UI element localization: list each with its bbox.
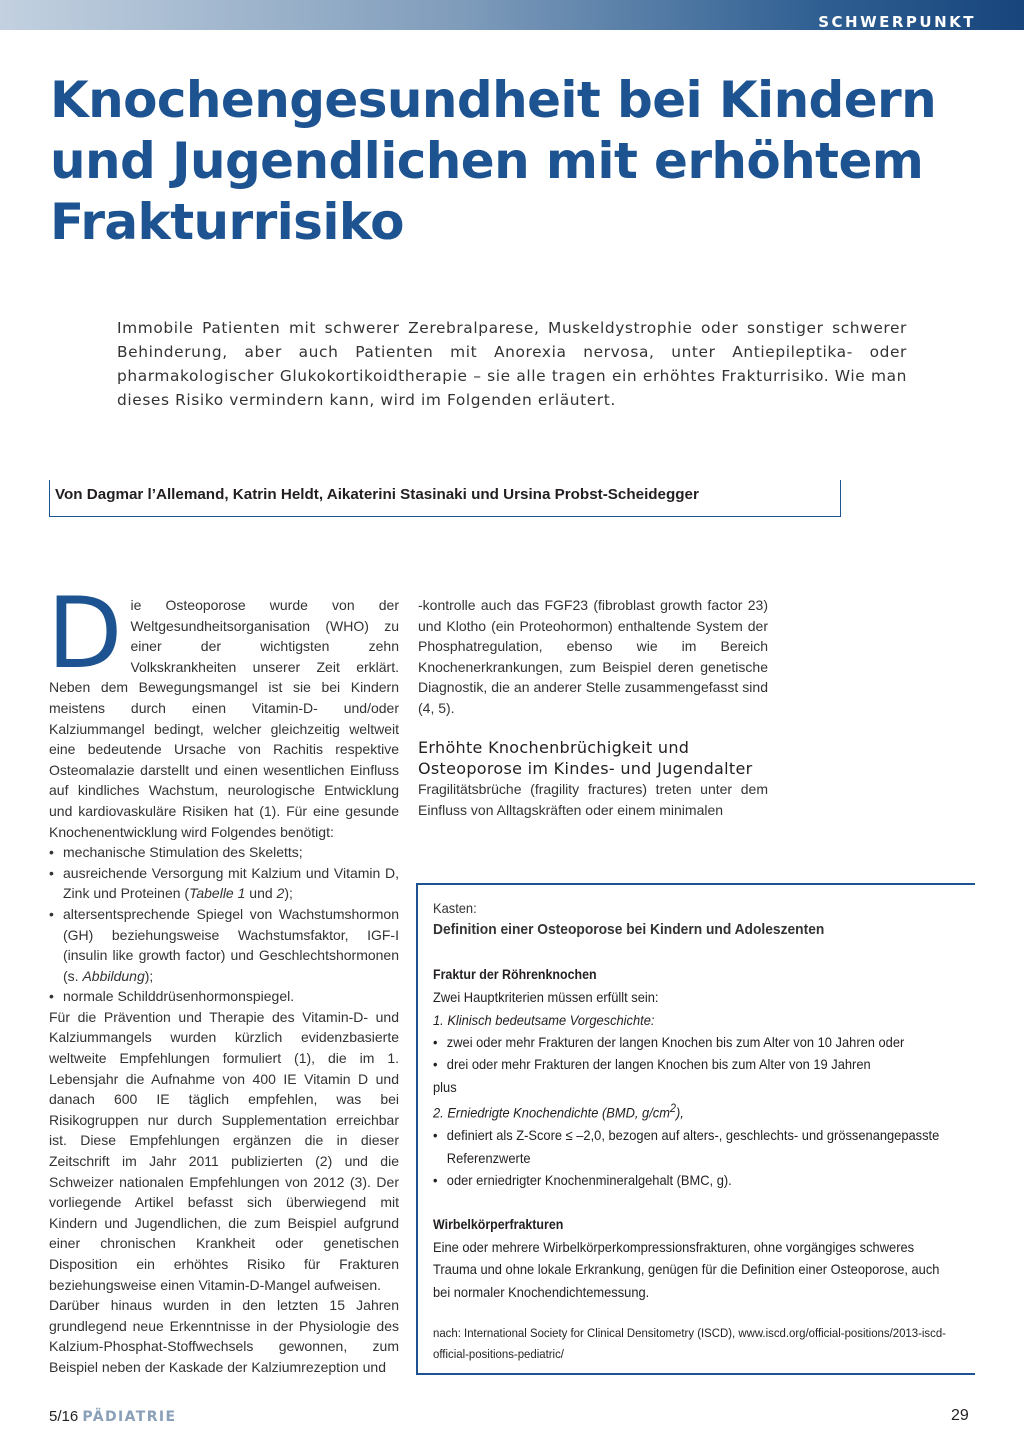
section-rubric: SCHWERPUNKT — [818, 13, 976, 31]
page-number: 29 — [951, 1407, 969, 1424]
body-paragraph: Fragilitätsbrüche (fragility fractures) treten unter dem Einfluss von Alltagskräften oder einem minimalen — [418, 781, 768, 818]
box-source: nach: International Society for Clinical Densitometry (ISCD), www.iscd.org/official-positions/2013-iscd-official-positions-pediatric/ — [433, 1326, 946, 1362]
body-paragraph: Für die Prävention und Therapie des Vitamin-D- und Kalziummangels wurden kürzlich evidenzbasierte weltweite Empfehlungen formuliert (1), die im 1. Lebensjahr die Aufnahme von 400 IE Vitamin D und danach 600 IE täglich empfehlen, was bei Risikogruppen nur durch Supplementation erreichbar ist. Diese Empfehlungen ergänzen die in dieser Zeitschrift im Jahr 2011 publizierten (2) und die Schweizer nationalen Empfehlungen von 2012 (3). Der vorliegende Artikel befasst sich überwiegend mit Kindern und Jugendlichen, die zum Beispiel aufgrund einer chronischen Krankheit oder genetischen Disposition ein erhöhtes Risiko für Frakturen beziehungsweise einen Vitamin-D-Mangel aufweisen. — [49, 1008, 399, 1293]
author-line: Von Dagmar l’Allemand, Katrin Heldt, Aikaterini Stasinaki und Ursina Probst-Scheidegger — [55, 486, 699, 503]
list-item: • normale Schilddrüsenhormonspiegel. — [49, 986, 399, 1007]
box-text: Zwei Hauptkriterien müssen erfüllt sein: — [433, 989, 659, 1006]
subsection — [418, 737, 768, 820]
box-list — [433, 1124, 958, 1191]
box-text: plus — [433, 1078, 457, 1095]
body-column-2 — [418, 595, 768, 719]
list-item: • drei oder mehr Frakturen der langen Knochen bis zum Alter von 19 Jahren — [433, 1053, 958, 1075]
list-item: • mechanische Stimulation des Skeletts; — [49, 842, 399, 863]
author-box — [49, 480, 841, 517]
subsection-heading: Erhöhte Knochenbrüchigkeit und Osteoporose im Kindes- und Jugendalter — [418, 738, 753, 778]
article-title: Knochengesundheit bei Kindern und Jugendlichen mit erhöhtem Frakturrisiko — [50, 71, 937, 251]
list-item: • zwei oder mehr Frakturen der langen Knochen bis zum Alter von 10 Jahren oder — [433, 1031, 958, 1053]
list-item: • ausreichende Versorgung mit Kalzium und Vitamin D, Zink und Proteinen (Tabelle 1 und 2); — [49, 863, 399, 904]
footer-issue — [49, 1408, 176, 1425]
info-box-content — [433, 897, 958, 1365]
body-paragraph: -kontrolle auch das FGF23 (fibroblast growth factor 23) und Klotho (ein Proteohormon) enthaltende System der Phosphatregulation, ebenso wie im Bereich Knochenerkrankungen, zum Beispiel deren genetische Diagnostik, die an anderer Stelle zusammengefasst sind (4, 5). — [418, 597, 768, 716]
body-paragraph: Darüber hinaus wurden in den letzten 15 Jahren grundlegend neue Erkenntnisse in der Physiologie des Kalzium-Phosphat-Stoffwechsels gewonnen, zum Beispiel neben der Kaskade der Kalziumrezeption und — [49, 1297, 399, 1375]
box-text: Eine oder mehrere Wirbelkörperkompressionsfrakturen, ohne vorgängiges schweres Trauma und ohne lokale Erkrankung, genügen für die Definition einer Osteoporose, auch bei normaler Knochendichtemessung. — [433, 1238, 940, 1300]
requirements-list — [49, 842, 399, 1007]
box-title: Definition einer Osteoporose bei Kindern und Adoleszenten — [433, 921, 825, 939]
issue-number: 5/16 — [49, 1408, 79, 1425]
box-label: Kasten: — [433, 900, 477, 916]
dropcap: D — [47, 577, 123, 691]
box-criterion: 2. Erniedrigte Knochendichte (BMD, $g/cm^2$), — [433, 1102, 684, 1121]
intro-paragraph: Die Osteoporose wurde von der Weltgesundheitsorganisation (WHO) zu einer der wichtigsten zehn Volkskrankheiten unserer Zeit erklärt. Neben dem Bewegungsmangel ist sie bei Kindern meistens durch einen Vitamin-D- und/oder Kalziummangel bedingt, welcher gleichzeitig weltweit eine bedeutende Ursache von Rachitis respektive Osteomalazie darstellt und einen wesentlichen Einfluss auf kindliches Wachstum, neurologische Entwicklung und kardiovaskuläre Risiken hat (1). Für eine gesunde Knochenentwicklung wird Folgendes benötigt: — [47, 577, 399, 840]
list-item: • altersentsprechende Spiegel von Wachstumshormon (GH) beziehungsweise Wachstumsfaktor, IGF-I (insulin like growth factor) und Geschlechtshormonen (s. Abbildung); — [49, 904, 399, 986]
article-lead: Immobile Patienten mit schwerer Zerebralparese, Muskeldystrophie oder sonstiger schwerer Behinderung, aber auch Patienten mit Anorexia nervosa, unter Antiepileptika- oder pharmakologischer Glukokortikoidtherapie – sie alle tragen ein erhöhtes Frakturrisiko. Wie man dieses Risiko vermindern kann, wird im Folgenden erläutert. — [117, 319, 907, 409]
body-column-1 — [47, 577, 399, 1378]
box-section-heading: Wirbelkörperfrakturen — [433, 1216, 564, 1232]
box-criterion: 1. Klinisch bedeutsame Vorgeschichte: — [433, 1011, 655, 1028]
magazine-name: PÄDIATRIE — [82, 1409, 177, 1425]
info-box — [416, 883, 975, 1375]
list-item: • oder erniedrigter Knochenmineralgehalt (BMC, g). — [433, 1169, 958, 1191]
list-item: • definiert als Z-Score ≤ –2,0, bezogen auf alters-, geschlechts- und grössenangepasste Referenzwerte — [433, 1124, 958, 1169]
box-list — [433, 1031, 958, 1076]
box-section-heading: Fraktur der Röhrenknochen — [433, 966, 597, 982]
